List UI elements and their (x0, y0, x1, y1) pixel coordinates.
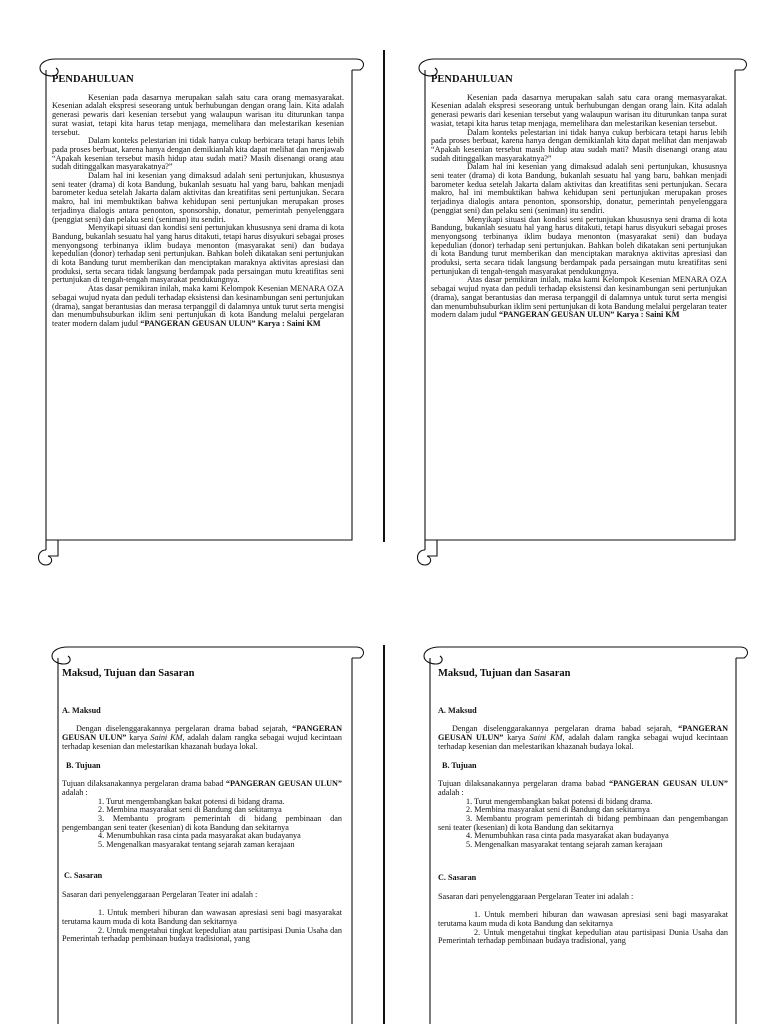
paragraph: Dalam hal ini kesenian yang dimaksud adalah seni pertunjukan, khususnya seni teater (drama) di kota Bandung, bukanlah sesuatu hal yang baru, bahkan menjadi barometer kedua setelah Jakarta dalam aktivitas dan kreatifitas seni pertunjukan. Secara makro, hal ini membuktikan bahwa kehidupan seni pertunjukan merupakan proses terjadinya dialogis antara penonton, sponsorship, donatur, pemerintah penyelenggara (penggiat seni) dan pelaku seni (seniman) itu sendiri. (52, 171, 344, 224)
section-title: Maksud, Tujuan dan Sasaran (62, 668, 195, 679)
heading-sasaran: C. Sasaran (438, 872, 477, 882)
paragraph: Kesenian pada dasarnya merupakan salah satu cara orang memasyarakat. Kesenian adalah ekspresi seseorang untuk berhubungan dengan orang lain. Kita adalah generasi pewaris dari kesenian tersebut yang walaupun warisan itu diturunkan tanpa surat wasiat, tetapi kita harus tetap menjaga, memelihara dan melestarikan kesenian tersebut. (52, 92, 344, 137)
paragraph-text: Tujuan dilaksanakannya pergelaran drama babad (438, 779, 606, 789)
list-item: 1. Untuk memberi hiburan dan wawasan apresiasi seni bagi masyarakat terutama kaum muda di kota Bandung dan sekitarnya (438, 910, 728, 928)
paragraph-text: Dengan diselenggarakannya pergelaran drama babad sejarah, (76, 724, 288, 734)
play-title: “PANGERAN GEUSAN ULUN” (438, 724, 728, 743)
list-item: 5. Mengenalkan masyarakat tentang sejarah zaman kerajaan (98, 840, 295, 850)
column-divider-bottom (383, 645, 385, 1024)
paragraph (438, 780, 728, 797)
play-title: “PANGERAN GEUSAN ULUN” (62, 724, 342, 743)
scroll-page-maksud-left (48, 645, 370, 1024)
heading-maksud: A. Maksud (438, 705, 477, 715)
paragraph-text: Atas dasar pemikiran inilah, maka kami Kelompok Kesenian MENARA OZA sebagai wujud nyata dan peduli terhadap eksistensi dan kesinambungan seni pertunjukan (drama), sangat berantusias dan merasa terpanggil di dalamnya untuk turut serta mengisi dan menumbuhsuburkan iklim seni pertunjukan di kota Bandung melalui pergelaran teater modern dalam judul (431, 275, 727, 320)
list-item: 3. Membantu program pemerintah di bidang pembinaan dan pengembangan seni teater (kesenian) di kota Bandung dan sekitarnya (438, 814, 728, 832)
paragraph-text: karya (507, 733, 526, 743)
sasaran-list (438, 911, 728, 946)
karya-label: Karya : (257, 318, 285, 328)
page-title: PENDAHULUAN (52, 74, 134, 85)
list-item: 2. Membina masyarakat seni di Bandung dan sekitarnya (98, 805, 282, 815)
paragraph (52, 285, 344, 329)
paragraph-text: karya (129, 733, 148, 743)
heading-sasaran: C. Sasaran (64, 870, 103, 880)
paragraph: Dalam konteks pelestarian ini tidak hanya cukup berbicara tetapi harus lebih pada proses berbuat, karena hanya dengan demikianlah kita dapat melihat dan menjawab “Apakah kesenian tersebut masih hidup atau sudah mati? Masih disenangi orang atau sudah ditinggalkan masyarakatnya?” (52, 136, 344, 172)
play-title: “PANGERAN GEUSAN ULUN” (609, 779, 729, 789)
play-title: “PANGERAN GEUSAN ULUN” (499, 310, 615, 320)
paragraph: Dalam hal ini kesenian yang dimaksud adalah seni pertunjukan, khususnya seni teater (drama) di kota Bandung, bukanlah sesuatu hal yang baru, bahkan menjadi barometer kedua setelah Jakarta dalam aktivitas dan kreatifitas seni pertunjukan. Secara makro, hal ini membuktikan bahwa kehidupan seni pertunjukan merupakan proses terjadinya dialogis antara penonton, sponsorship, donatur, pemerintah penyelenggara (penggiat seni) dan pelaku seni (seniman) itu sendiri. (431, 162, 727, 215)
list-item: 2. Untuk mengetahui tingkat kepedulian atau partisipasi Dunia Usaha dan Pemerintah terhadap pembinaan budaya tradisional, yang (62, 925, 342, 944)
heading-tujuan: B. Tujuan (66, 760, 101, 770)
paragraph: Sasaran dari penyelenggaraan Pergelaran Teater ini adalah : (62, 889, 258, 899)
paragraph-text: Dengan diselenggarakannya pergelaran drama babad sejarah, (452, 724, 673, 734)
scroll-page-maksud-right (420, 645, 754, 1024)
paragraph: Sasaran dari penyelenggaraan Pergelaran Teater ini adalah : (438, 891, 634, 901)
paragraph: Dalam konteks pelestarian ini tidak hanya cukup berbicara tetapi harus lebih pada proses berbuat, karena hanya dengan demikianlah kita dapat melihat dan menjawab “Apakah kesenian tersebut masih hidup atau sudah mati? Masih disenangi orang atau sudah ditinggalkan masyarakatnya?” (431, 127, 727, 163)
paragraph-text: adalah dalam rangka sebagai wujud kecintaan terhadap kesenian dan melestarikan khazanah budaya lokal. (62, 733, 342, 751)
page-title: PENDAHULUAN (431, 74, 513, 85)
tujuan-list (438, 798, 728, 850)
paragraph: Menyikapi situasi dan kondisi seni pertunjukan khususnya seni drama di kota Bandung, bukanlah sesuatu hal yang harus ditakuti, tetapi harus disyukuri sebagai proses menyongsong terbinanya iklim budaya menonton (masyarakat seni) dan budaya kepedulian (donor) terhadap seni pertunjukan. Bahkan boleh dikatakan seni pertunjukan di kota Bandung turut memberikan dan menciptakan maraknya aktivitas apresiasi dan produksi, serta secara tidak langsung berdampak pada persaingan mutu kreatifitas seni pertunjukan di tengah-tengah masyarakat pendukungnya. (431, 214, 727, 276)
play-title: “PANGERAN GEUSAN ULUN” (140, 318, 256, 328)
column-divider-top (383, 50, 385, 542)
play-title: “PANGERAN GEUSAN ULUN” (225, 779, 342, 789)
scroll-page-pendahuluan-left (34, 50, 370, 570)
paragraph (438, 725, 728, 751)
paragraph-text: adalah dalam rangka sebagai wujud kecintaan terhadap kesenian dan melestarikan khazanah budaya lokal. (438, 733, 728, 751)
author-name: Saini KM, (529, 733, 565, 743)
author-name: Saini KM, (150, 733, 185, 743)
author-name: Saini KM (286, 318, 321, 328)
paragraph-text: Tujuan dilaksanakannya pergelaran drama babad (62, 779, 224, 789)
paragraph: Menyikapi situasi dan kondisi seni pertunjukan khususnya seni drama di kota Bandung, bukanlah sesuatu hal yang harus ditakuti, tetapi harus disyukuri sebagai proses menyongsong terbinanya iklim budaya menonton (masyarakat seni) dan budaya kepedulian (donor) terhadap seni pertunjukan. Bahkan boleh dikatakan seni pertunjukan di kota Bandung turut memberikan dan menciptakan maraknya aktivitas apresiasi dan produksi, serta secara tidak langsung berdampak pada persaingan mutu kreatifitas seni pertunjukan di tengah-tengah masyarakat pendukungnya. (52, 223, 344, 285)
sasaran-list (62, 909, 342, 944)
list-item: 5. Mengenalkan masyarakat tentang sejarah zaman kerajaan (466, 840, 663, 850)
section-title: Maksud, Tujuan dan Sasaran (438, 668, 571, 679)
tujuan-list (62, 798, 342, 850)
list-item: 4. Menumbuhkan rasa cinta pada masyarakat akan budayanya (98, 831, 301, 841)
paragraph-text: Atas dasar pemikiran inilah, maka kami Kelompok Kesenian MENARA OZA sebagai wujud nyata dan peduli terhadap eksistensi dan kesinambungan seni pertunjukan (drama), sangat berantusias dan merasa terpanggil di dalamnya untuk turut serta mengisi dan menumbuhsuburkan iklim seni pertunjukan di kota Bandung melalui pergelaran teater modern dalam judul (52, 284, 344, 328)
paragraph (431, 276, 727, 320)
heading-maksud: A. Maksud (62, 705, 101, 715)
paragraph-text: adalah : (438, 787, 464, 797)
list-item: 4. Menumbuhkan rasa cinta pada masyarakat akan budayanya (466, 831, 669, 841)
paragraph (62, 725, 342, 751)
list-item: 2. Membina masyarakat seni di Bandung dan sekitarnya (466, 805, 650, 815)
list-item: 2. Untuk mengetahui tingkat kepedulian atau partisipasi Dunia Usaha dan Pemerintah terhadap pembinaan budaya tradisional, yang (438, 927, 728, 946)
list-item: 1. Turut mengembangkan bakat potensi di bidang drama. (98, 796, 285, 806)
paragraph: Kesenian pada dasarnya merupakan salah satu cara orang memasyarakat. Kesenian adalah ekspresi seseorang untuk berhubungan dengan orang lain. Kita adalah generasi pewaris dari kesenian tersebut yang walaupun warisan itu diturunkan tanpa surat wasiat, tetapi kita harus tetap menjaga, memelihara dan melestarikan kesenian tersebut. (431, 92, 727, 128)
heading-tujuan: B. Tujuan (442, 760, 477, 770)
paragraph (62, 780, 342, 797)
list-item: 1. Turut mengembangkan bakat potensi di bidang drama. (466, 796, 653, 806)
list-item: 3. Membantu program pemerintah di bidang pembinaan dan pengembangan seni teater (kesenian) di kota Bandung dan sekitarnya (62, 814, 342, 832)
karya-label: Karya : (616, 310, 644, 320)
list-item: 1. Untuk memberi hiburan dan wawasan apresiasi seni bagi masyarakat terutama kaum muda di kota Bandung dan sekitarnya (62, 908, 342, 926)
author-name: Saini KM (645, 310, 680, 320)
scroll-page-pendahuluan-right (413, 50, 753, 570)
paragraph-text: adalah : (62, 787, 88, 797)
